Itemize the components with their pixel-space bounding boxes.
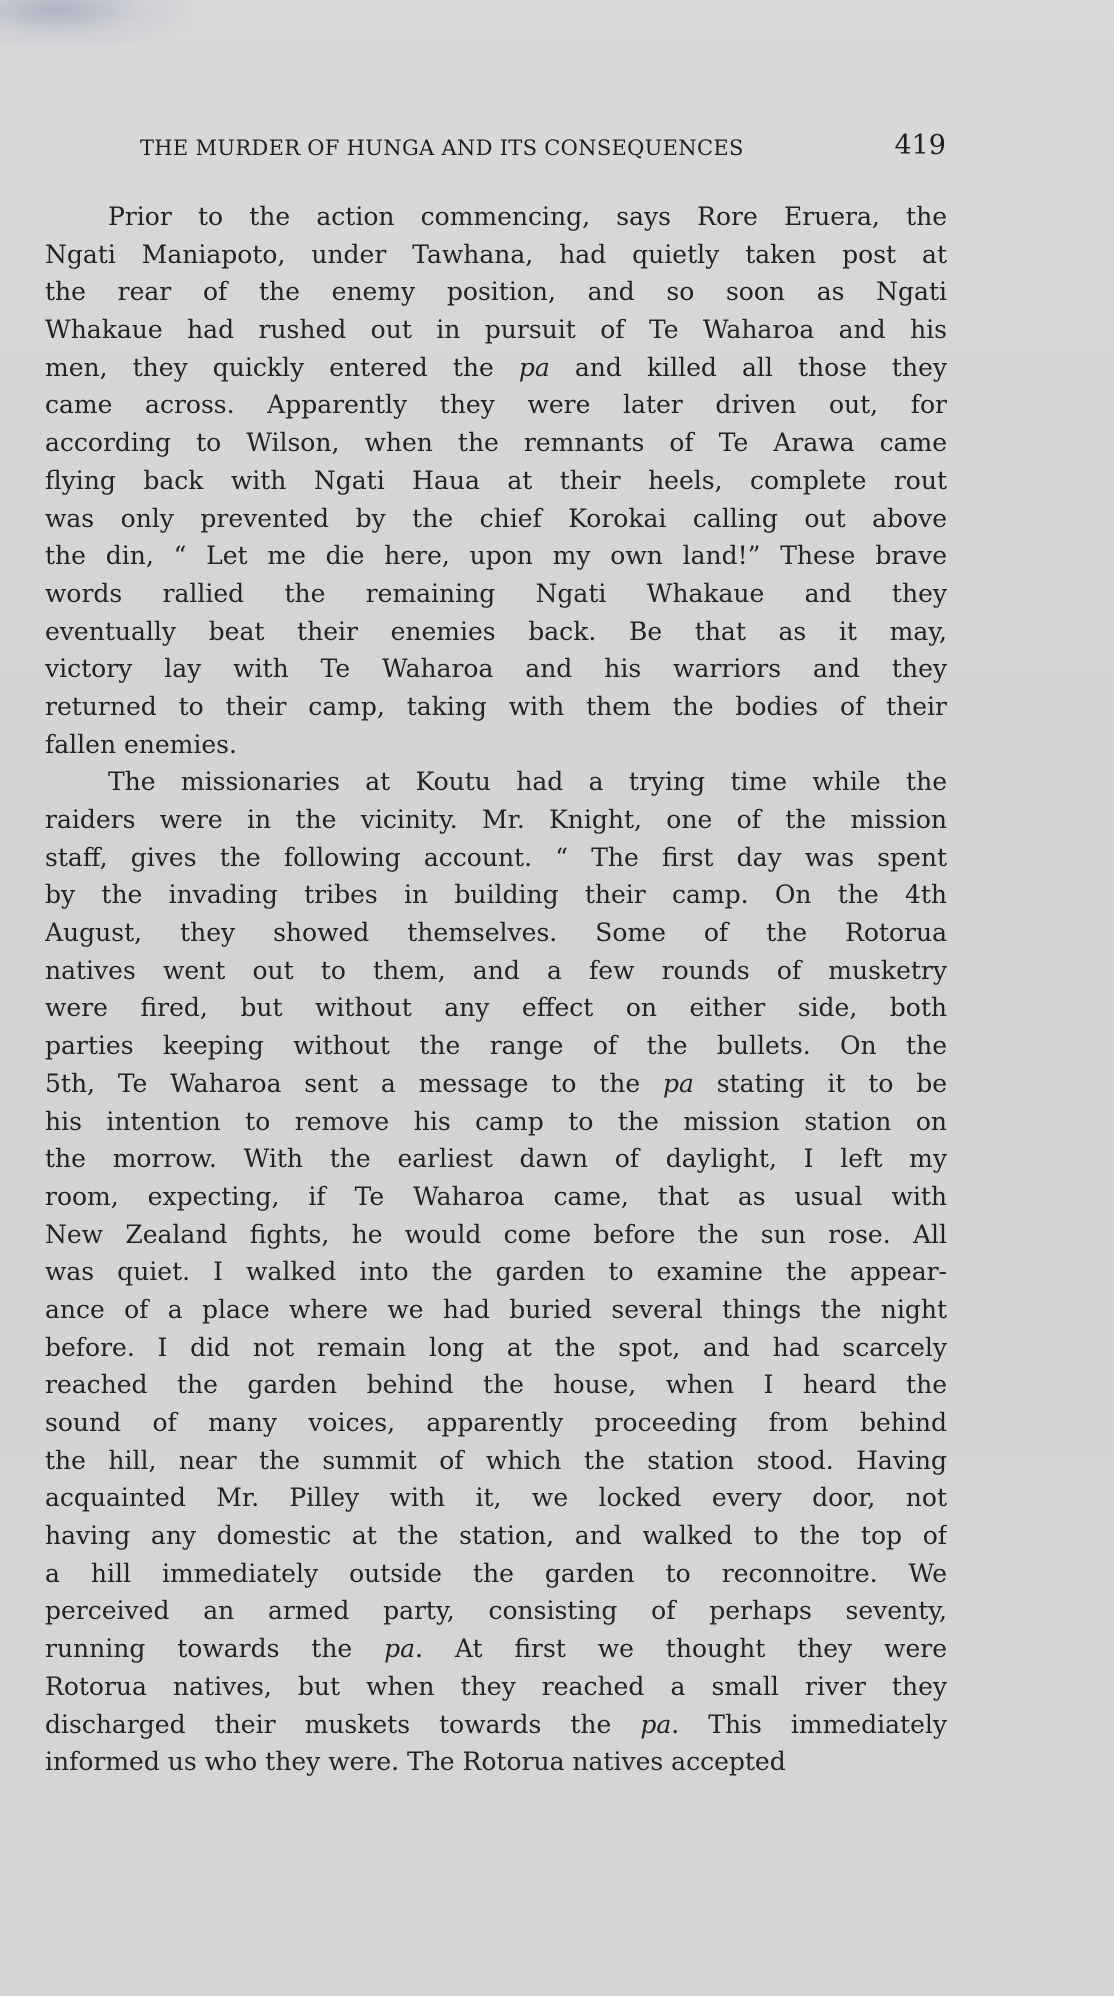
text-run: discharged their muskets towards the [45,1709,641,1739]
running-head [140,126,946,166]
text-run: fallen enemies. [45,729,237,759]
text-line [45,1630,947,1668]
text-line [45,1140,947,1178]
text-run: came across. Apparently they were later driven out, for [45,390,947,420]
text-run: acquainted Mr. Pilley with it, we locked every door, not [45,1483,947,1513]
text-line [45,1592,947,1630]
text-line [45,1366,947,1404]
text-run: New Zealand fights, he would come before the sun rose. All [45,1219,947,1249]
text-run: was quiet. I walked into the garden to examine the appear- [45,1257,947,1287]
italic-term: pa [662,1068,694,1098]
text-line [45,1517,947,1555]
text-run: having any domestic at the station, and walked to the top of [45,1521,947,1551]
text-run: words rallied the remaining Ngati Whakaue and they [45,578,947,608]
text-run: natives went out to them, and a few rounds of musketry [45,955,947,985]
text-line [45,839,947,877]
text-line [45,952,947,990]
text-line [45,537,947,575]
text-run: Whakaue had rushed out in pursuit of Te Waharoa and his [45,315,947,345]
text-line [45,1706,947,1744]
text-line [45,1291,947,1329]
text-line [45,386,947,424]
text-run: informed us who they were. The Rotorua natives accepted [45,1747,786,1777]
text-run: according to Wilson, when the remnants of Te Arawa came [45,428,947,458]
text-line [45,311,947,349]
text-line [45,575,947,613]
text-run: and killed all those they [549,352,947,382]
text-run: men, they quickly entered the [45,352,519,382]
text-run: a hill immediately outside the garden to reconnoitre. We [45,1558,947,1588]
text-line [45,1442,947,1480]
text-run: his intention to remove his camp to the mission station on [45,1106,947,1136]
text-line [45,726,947,764]
italic-term: pa [640,1709,672,1739]
text-run: eventually beat their enemies back. Be that as it may, [45,616,947,646]
paper-smudge [0,0,190,50]
text-line [45,1027,947,1065]
text-run: Prior to the action commencing, says Rore Eruera, the [108,202,947,231]
text-line [45,462,947,500]
text-run: the din, “ Let me die here, upon my own land!” These brave [45,541,947,571]
text-line [45,1329,947,1367]
text-run: before. I did not remain long at the spot, and had scarcely [45,1332,947,1362]
text-line [45,1555,947,1593]
text-line [45,1668,947,1706]
italic-term: pa [518,352,550,382]
text-line [45,1479,947,1517]
italic-term: pa [384,1634,416,1664]
text-run: by the invading tribes in building their camp. On the 4th [45,880,947,910]
text-run: August, they showed themselves. Some of the Rotorua [45,918,947,948]
text-run: parties keeping without the range of the bullets. On the [45,1031,947,1061]
text-run: returned to their camp, taking with them the bodies of their [45,691,947,721]
text-line [45,914,947,952]
text-run: . At first we thought they were [415,1634,947,1664]
text-run: . This immediately [671,1709,947,1739]
text-run: were fired, but without any effect on either side, both [45,993,947,1023]
text-line [45,1253,947,1291]
page-number: 419 [894,130,946,161]
text-line [45,1404,947,1442]
text-run: staff, gives the following account. “ The first day was spent [45,842,947,872]
text-line [45,198,947,236]
text-run: the rear of the enemy position, and so soon as Ngati [45,277,947,307]
text-run: raiders were in the vicinity. Mr. Knight, one of the mission [45,805,947,834]
text-run: victory lay with Te Waharoa and his warriors and they [45,654,947,684]
text-line [45,801,947,839]
text-line [45,876,947,914]
text-run: the hill, near the summit of which the station stood. Having [45,1445,947,1475]
text-run: room, expecting, if Te Waharoa came, that as usual with [45,1181,947,1211]
running-title: THE MURDER OF HUNGA AND ITS CONSEQUENCES [140,136,744,160]
text-run: Rotorua natives, but when they reached a small river they [45,1671,947,1701]
text-line [45,613,947,651]
body-text [45,198,947,1781]
text-run: sound of many voices, apparently proceeding from behind [45,1408,947,1437]
text-line [45,1103,947,1141]
text-run: The missionaries at Koutu had a trying time while the [108,767,947,797]
text-line [45,1216,947,1254]
text-run: the morrow. With the earliest dawn of daylight, I left my [45,1144,947,1174]
text-line [45,650,947,688]
text-line [45,349,947,387]
text-run: Ngati Maniapoto, under Tawhana, had quietly taken post at [45,239,947,269]
text-line [45,273,947,311]
text-run: reached the garden behind the house, when I heard the [45,1370,947,1400]
text-line [45,424,947,462]
text-run: was only prevented by the chief Korokai calling out above [45,503,947,533]
text-line [45,989,947,1027]
text-line [45,1743,947,1781]
text-line [45,1065,947,1103]
text-line [45,688,947,726]
text-line [45,763,947,801]
text-run: running towards the [45,1634,385,1664]
text-run: perceived an armed party, consisting of perhaps seventy, [45,1596,947,1626]
text-run: flying back with Ngati Haua at their heels, complete rout [45,465,947,495]
text-line [45,236,947,274]
text-run: stating it to be [693,1068,947,1098]
text-line [45,1178,947,1216]
text-run: ance of a place where we had buried several things the night [45,1294,947,1324]
text-line [45,500,947,538]
text-run: 5th, Te Waharoa sent a message to the [45,1068,663,1098]
